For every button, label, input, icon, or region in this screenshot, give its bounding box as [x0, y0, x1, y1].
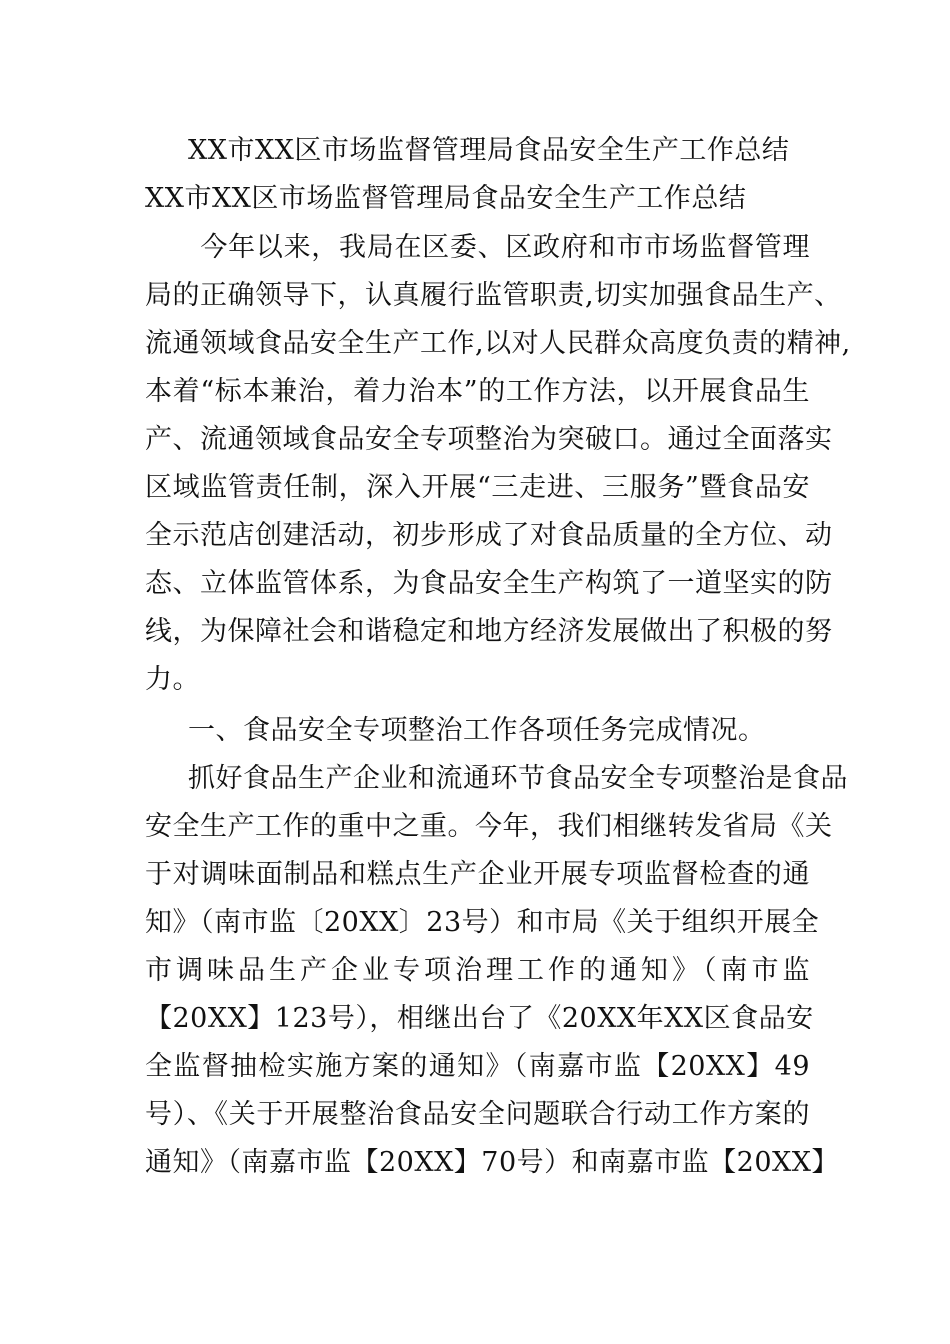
- paragraph-line: 市调味品生产企业专项治理工作的通知》（南市监: [145, 955, 810, 986]
- paragraph-line: 知》（南市监〔20XX〕23号）和市局《关于组织开展全: [145, 907, 820, 938]
- paragraph-line: 于对调味面制品和糕点生产企业开展专项监督检查的通: [145, 859, 810, 890]
- paragraph-line: 全监督抽检实施方案的通知》（南嘉市监【20XX】49: [145, 1051, 810, 1082]
- paragraph-line: 今年以来，我局在区委、区政府和市市场监督管理: [145, 232, 810, 263]
- paragraph-line: 产、流通领域食品安全专项整治为突破口。通过全面落实: [145, 424, 833, 455]
- paragraph-line: 局的正确领导下，认真履行监管职责,切实加强食品生产、: [145, 280, 842, 311]
- document-title: XX市XX区市场监督管理局食品安全生产工作总结: [188, 135, 790, 166]
- document-subtitle: XX市XX区市场监督管理局食品安全生产工作总结: [145, 183, 747, 214]
- paragraph-line: 【20XX】123号），相继出台了《20XX年XX区食品安: [145, 1003, 814, 1034]
- paragraph-line: 态、立体监管体系，为食品安全生产构筑了一道坚实的防: [145, 568, 833, 599]
- paragraph-line: 流通领域食品安全生产工作,以对人民群众高度负责的精神,: [145, 328, 851, 359]
- section-heading: 一、食品安全专项整治工作各项任务完成情况。: [188, 715, 766, 746]
- paragraph-line: 通知》（南嘉市监【20XX】70号）和南嘉市监【20XX】: [145, 1147, 839, 1178]
- paragraph-line: 线，为保障社会和谐稳定和地方经济发展做出了积极的努: [145, 616, 833, 647]
- paragraph-line: 区域监管责任制，深入开展“三走进、三服务”暨食品安: [145, 472, 810, 503]
- paragraph-line: 本着“标本兼治，着力治本”的工作方法，以开展食品生: [145, 376, 810, 407]
- paragraph-line: 抓好食品生产企业和流通环节食品安全专项整治是食品: [188, 763, 848, 794]
- paragraph-line: 安全生产工作的重中之重。今年，我们相继转发省局《关: [145, 811, 833, 842]
- paragraph-line: 力。: [145, 664, 200, 695]
- paragraph-line: 号）、《关于开展整治食品安全问题联合行动工作方案的: [145, 1099, 810, 1130]
- paragraph-line: 全示范店创建活动，初步形成了对食品质量的全方位、动: [145, 520, 833, 551]
